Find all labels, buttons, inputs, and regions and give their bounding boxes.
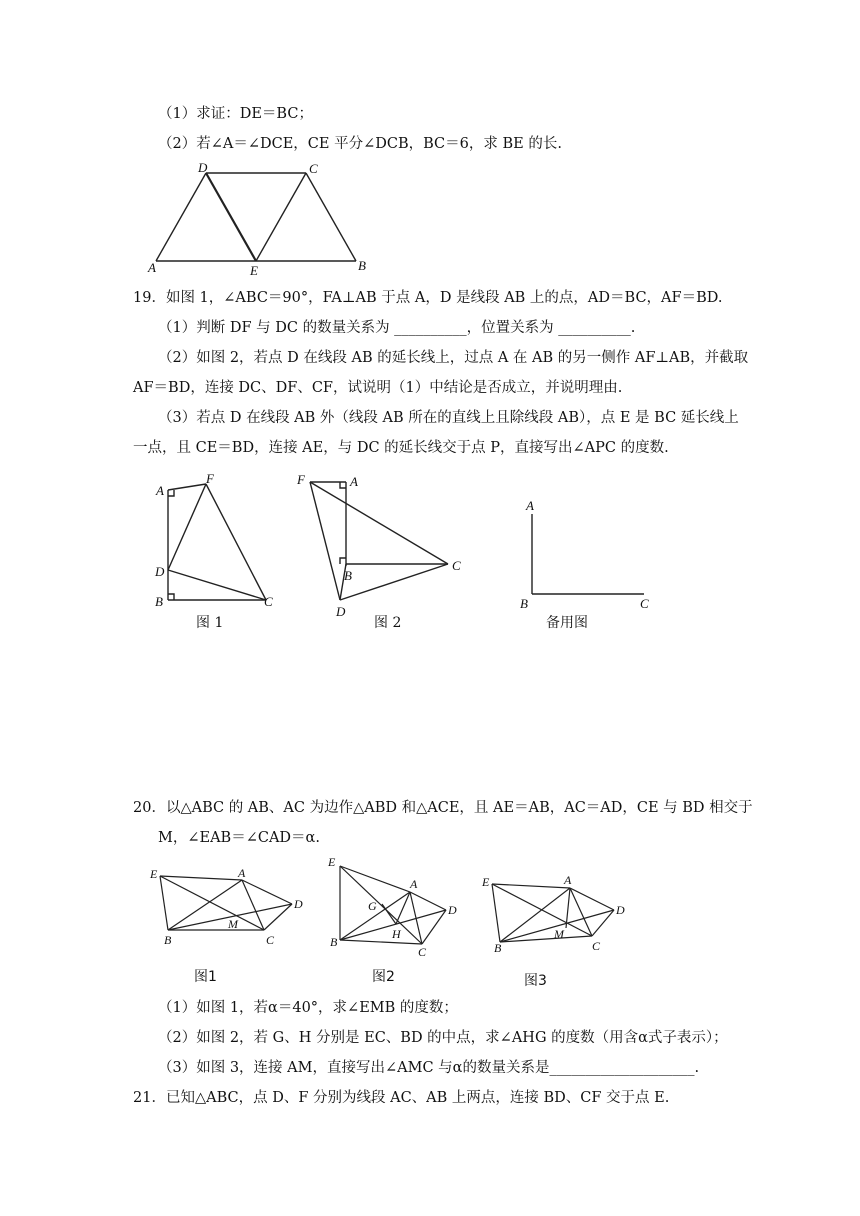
label-F: F [297,472,305,487]
label-A: A [526,498,534,513]
svg-text:B: B [494,941,502,955]
q19-figure-2-caption: 图 2 [374,615,402,631]
q19-figure-1 [150,472,290,612]
svg-text:M: M [554,927,564,941]
label-B: B [344,568,352,583]
q19-part3-line1: （3）若点 D 在线段 AB 外（线段 AB 所在的直线上且除线段 AB），点 E 是 BC 延长线上 [158,410,739,426]
q20-figure-3-caption: 图3 [524,973,547,989]
svg-text:B: B [330,935,338,949]
q19-figure-1-caption: 图 1 [196,615,224,631]
svg-text:E: E [150,867,158,881]
q18-part2: （2）若∠A＝∠DCE，CE 平分∠DCB，BC＝6，求 BE 的长. [158,136,562,152]
label-A: A [156,483,164,498]
label-C: C [309,161,318,176]
q20-part2: （2）如图 2，若 G、H 分别是 EC、BD 的中点，求∠AHG 的度数（用含α式子表示）； [158,1030,728,1046]
q20-stem-line1: 20．以△ABC 的 AB、AC 为边作△ABD 和△ACE，且 AE＝AB，AC＝AD，CE 与 BD 相交于 [133,800,753,816]
q20-figure-1-caption: 图1 [194,969,217,985]
q20-figure-1 [146,862,316,952]
label-D: D [155,564,165,579]
q20-figure-2-caption: 图2 [372,969,395,985]
seg-AD [156,173,206,261]
svg-text:E: E [328,855,336,869]
svg-text:B: B [164,933,172,947]
label-E: E [250,263,258,278]
seg-EC [256,173,306,261]
svg-text:C: C [266,933,275,947]
label-D: D [336,604,346,619]
q20-stem-line2: M，∠EAB＝∠CAD＝α. [158,830,320,846]
svg-text:D: D [294,897,303,911]
label-B: B [520,596,528,611]
q20-part3: （3）如图 3，连接 AM，直接写出∠AMC 与α的数量关系是____________________. [158,1060,700,1076]
q19-part2-line2: AF＝BD，连接 DC、DF、CF，试说明（1）中结论是否成立，并说明理由. [133,380,623,396]
svg-text:G: G [368,899,377,913]
svg-text:H: H [392,927,401,941]
q19-figure-spare-caption: 备用图 [546,615,588,631]
label-C: C [640,596,649,611]
q19-part2-line1: （2）如图 2，若点 D 在线段 AB 的延长线上，过点 A 在 AB 的另一侧作 AF⊥AB，并截取 [158,350,749,366]
svg-text:M: M [228,917,238,931]
label-B: B [358,258,366,273]
q20-figure-3 [478,870,638,956]
label-F: F [206,472,214,486]
q21-stem: 21．已知△ABC，点 D、F 分别为线段 AC、AB 上两点，连接 BD、CF 交于点 E. [133,1090,670,1106]
svg-text:A: A [238,866,246,880]
svg-text:A: A [410,877,418,891]
label-C: C [264,594,273,609]
label-D: D [198,160,208,175]
label-B: B [155,594,163,609]
svg-text:D: D [448,903,457,917]
svg-text:C: C [592,939,601,953]
svg-text:A: A [564,873,572,887]
svg-text:E: E [482,875,490,889]
q19-figure-2 [292,464,472,624]
q18-part1: （1）求证：DE＝BC； [158,106,313,122]
q18-figure [140,158,380,278]
q20-figure-2 [322,852,472,962]
q19-part3-line2: 一点，且 CE＝BD，连接 AE，与 DC 的延长线交于点 P，直接写出∠APC 的度数. [133,440,669,456]
label-A: A [148,260,156,275]
q19-part1: （1）判断 DF 与 DC 的数量关系为 __________，位置关系为 __________. [158,320,636,336]
svg-text:D: D [616,903,625,917]
label-A: A [350,474,358,489]
q20-part1: （1）如图 1，若α＝40°，求∠EMB 的度数； [158,1000,458,1016]
seg-DE [206,173,256,261]
q19-figure-spare [514,496,664,612]
label-C: C [452,558,461,573]
q19-stem: 19．如图 1，∠ABC＝90°，FA⊥AB 于点 A，D 是线段 AB 上的点，AD＝BC，AF＝BD. [133,290,723,306]
seg-CB [306,173,356,261]
svg-text:C: C [418,945,427,959]
